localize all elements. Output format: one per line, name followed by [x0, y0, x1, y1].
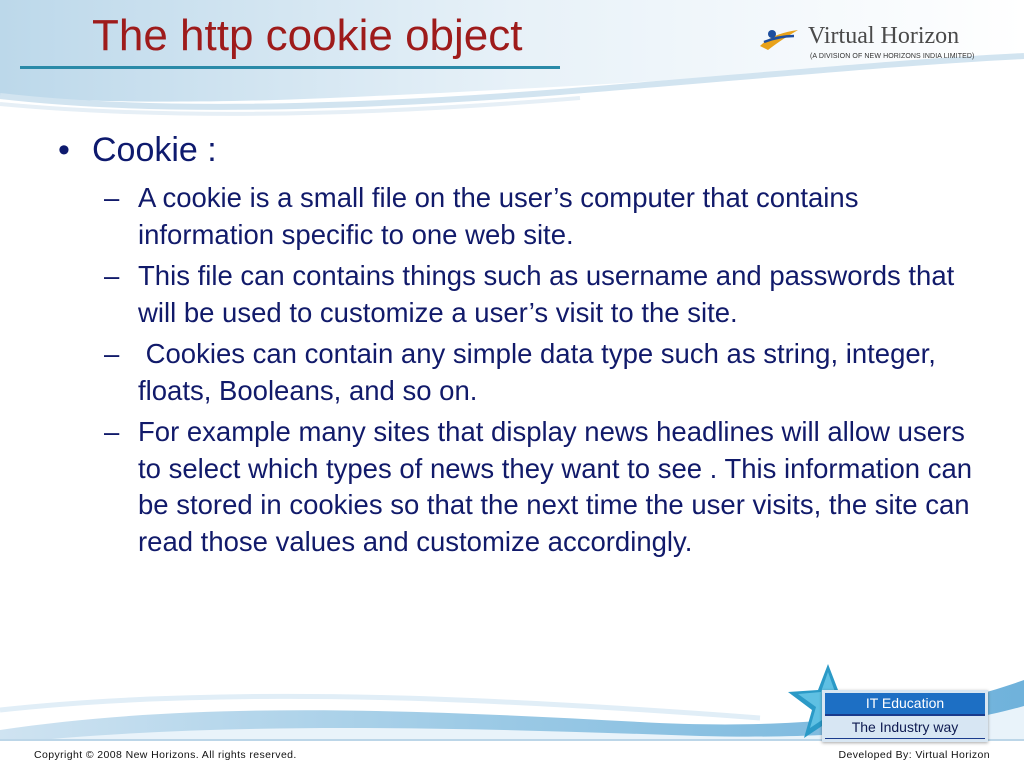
sub-bullet-item	[104, 180, 978, 253]
sub-bullet-text: This file can contains things such as username and passwords that will be used to customize a user’s visit to the site.	[138, 260, 955, 328]
dash-marker: –	[104, 182, 120, 213]
badge-line-2: The Industry way	[825, 716, 985, 738]
sub-bullet-text: A cookie is a small file on the user’s computer that contains information specific to one web site.	[138, 182, 859, 250]
it-education-badge	[786, 662, 986, 742]
footer-copyright: Copyright © 2008 New Horizons. All rights reserved.	[34, 749, 297, 761]
bullet-heading-text: Cookie :	[92, 131, 217, 169]
sub-bullet-list	[104, 180, 978, 560]
sub-bullet-text: Cookies can contain any simple data type such as string, integer, floats, Booleans, and so on.	[138, 338, 944, 406]
bullet-heading	[58, 128, 978, 172]
logo-name: Virtual Horizon	[808, 23, 960, 49]
title-underline	[20, 66, 560, 69]
sub-bullet-text: For example many sites that display news headlines will allow users to select which types of news they want to see . This information can be stored in cookies so that the next time the user visits, the site can read those values and customize accordingly.	[138, 416, 973, 557]
badge-line-1: IT Education	[825, 693, 985, 714]
swoosh-logo-icon	[758, 24, 800, 54]
slide-content	[58, 128, 978, 565]
company-logo	[758, 20, 998, 66]
sub-bullet-item	[104, 258, 978, 331]
badge-box	[822, 690, 988, 742]
bullet-marker: •	[58, 131, 70, 169]
dash-marker: –	[104, 416, 120, 447]
sub-bullet-item	[104, 414, 978, 560]
sub-bullet-item	[104, 336, 978, 409]
dash-marker: –	[104, 338, 120, 369]
dash-marker: –	[104, 260, 120, 291]
logo-subtitle: (A DIVISION OF NEW HORIZONS INDIA LIMITED)	[810, 53, 975, 60]
slide-title: The http cookie object	[92, 11, 523, 60]
footer-credit: Developed By: Virtual Horizon	[838, 749, 990, 761]
